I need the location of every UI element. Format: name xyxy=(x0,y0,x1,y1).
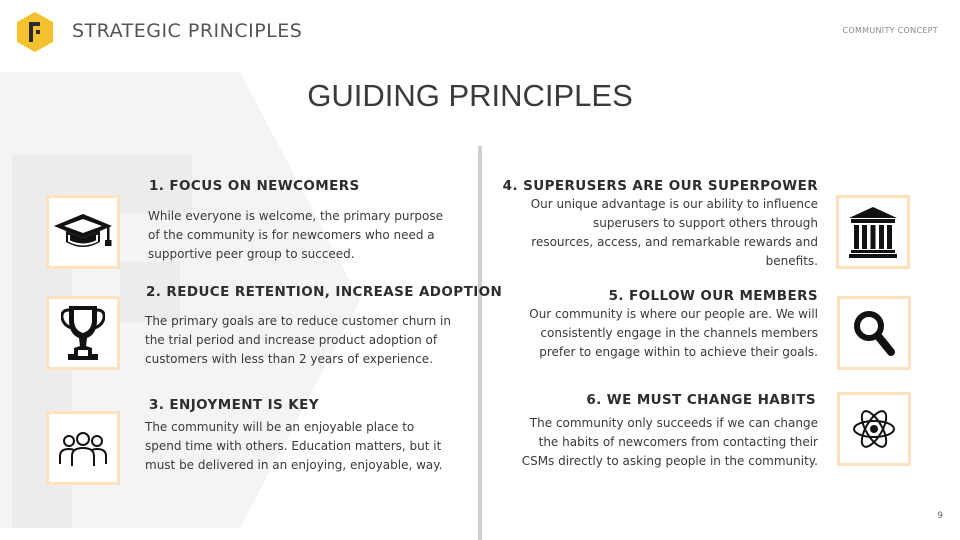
column-divider xyxy=(478,146,482,540)
principle-2-icon-box xyxy=(46,296,120,370)
principle-1-icon-box xyxy=(46,195,120,269)
page-title: GUIDING PRINCIPLES xyxy=(307,78,633,113)
people-group-icon xyxy=(58,428,108,468)
institution-icon xyxy=(848,206,898,258)
principle-3-title: 3. ENJOYMENT IS KEY xyxy=(149,397,319,413)
principle-4-title: 4. SUPERUSERS ARE OUR SUPERPOWER xyxy=(502,178,818,194)
graduation-cap-icon xyxy=(52,212,114,252)
section-title: STRATEGIC PRINCIPLES xyxy=(72,20,303,42)
brand-logo-icon xyxy=(14,11,56,53)
principle-6-title: 6. WE MUST CHANGE HABITS xyxy=(586,392,816,408)
principle-3-icon-box xyxy=(46,411,120,485)
principle-5-body: Our community is where our people are. We will consistently engage in the channels members prefer to engage within to achieve their goals. xyxy=(529,307,818,359)
principle-1-body: While everyone is welcome, the primary purpose of the community is for newcomers who need a supportive peer group to succeed. xyxy=(148,209,443,261)
principle-2-body: The primary goals are to reduce customer churn in the trial period and increase product adoption of customers with less than 2 years of experience. xyxy=(145,314,451,366)
principle-3-body: The community will be an enjoyable place to spend time with others. Education matters, but it must be delivered in an enjoying, enjoyable, way. xyxy=(145,420,443,472)
principle-4-body: Our unique advantage is our ability to influence superusers to support others through resources, access, and remarkable rewards and benefits. xyxy=(530,197,818,268)
magnifier-icon xyxy=(852,309,896,357)
principle-1-title: 1. FOCUS ON NEWCOMERS xyxy=(149,178,360,194)
principle-5-icon-box xyxy=(837,296,911,370)
principle-5-title: 5. FOLLOW OUR MEMBERS xyxy=(608,288,818,304)
principle-4-icon-box xyxy=(836,195,910,269)
slide-header xyxy=(0,0,960,72)
page-number: 9 xyxy=(937,511,943,521)
atom-icon xyxy=(852,407,896,451)
principle-2-title: 2. REDUCE RETENTION, INCREASE ADOPTION xyxy=(146,284,503,300)
concept-label: COMMUNITY CONCEPT xyxy=(842,26,938,35)
principle-6-body: The community only succeeds if we can change the habits of newcomers from contacting their CSMs directly to asking people in the community. xyxy=(521,416,818,468)
principle-6-icon-box xyxy=(837,392,911,466)
trophy-icon xyxy=(61,304,105,362)
